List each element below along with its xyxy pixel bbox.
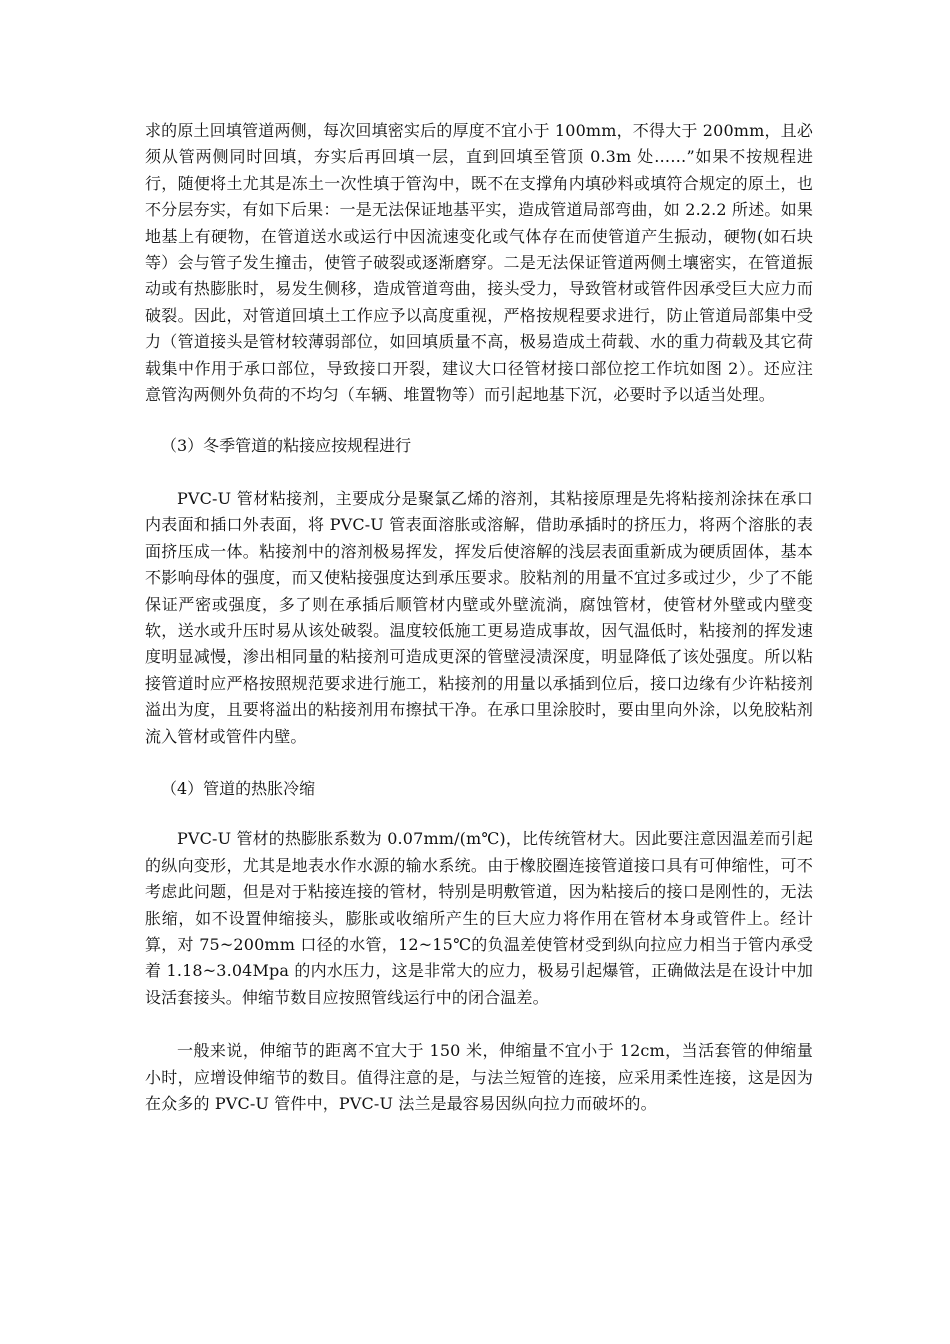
paragraph-backfill: 求的原土回填管道两侧，每次回填密实后的厚度不宜小于 100mm，不得大于 200mm，且必须从管两侧同时回填，夯实后再回填一层，直到回填至管顶 0.3m 处……”如果不按规程进行，随便将土尤其是冻土一次性填于管沟中，既不在支撑角内填砂料或填符合规定的原土，也不分层夯实，有如下后果：一是无法保证地基平实，造成管道局部弯曲，如 2.2.2 所述。如果地基上有硬物，在管道送水或运行中因流速变化或气体存在而使管道产生振动，硬物(如石块等）会与管子发生撞击，使管子破裂或逐渐磨穿。二是无法保证管道两侧土壤密实，在管道振动或有热膨胀时，易发生侧移，造成管道弯曲，接头受力，导致管材或管件因承受巨大应力而破裂。因此，对管道回填土工作应予以高度重视，严格按规程要求进行，防止管道局部集中受力（管道接头是管材较薄弱部位，如回填质量不高，极易造成土荷载、水的重力荷载及其它荷载集中作用于承口部位，导致接口开裂，建议大口径管材接口部位挖工作坑如图 2）。还应注意管沟两侧外负荷的不均匀（车辆、堆置物等）而引起地基下沉，必要时予以适当处理。 (145, 121, 813, 405)
paragraph-expansion-joint: 一般来说，伸缩节的距离不宜大于 150 米，伸缩量不宜小于 12cm，当活套管的伸缩量小时，应增设伸缩节的数目。值得注意的是，与法兰短管的连接，应采用柔性连接，这是因为在众多的 PVC-U 管件中，PVC-U 法兰是最容易因纵向拉力而破坏的。 (145, 1041, 813, 1113)
paragraph-adhesive: PVC-U 管材粘接剂，主要成分是聚氯乙烯的溶剂，其粘接原理是先将粘接剂涂抹在承口内表面和插口外表面，将 PVC-U 管表面溶胀或溶解，借助承插时的挤压力，将两个溶胀的表面挤压成一体。粘接剂中的溶剂极易挥发，挥发后使溶解的浅层表面重新成为硬质固体，基本不影响母体的强度，而又使粘接强度达到承压要求。胶粘剂的用量不宜过多或过少，少了不能保证严密或强度，多了则在承插后顺管材内壁或外壁流淌，腐蚀管材，使管材外壁或内壁变软，送水或升压时易从该处破裂。温度较低施工更易造成事故，因气温低时，粘接剂的挥发速度明显减慢，渗出相同量的粘接剂可造成更深的管壁浸渍深度，明显降低了该处强度。所以粘接管道时应严格按照规范要求进行施工，粘接剂的用量以承插到位后，接口边缘有少许粘接剂溢出为度，且要将溢出的粘接剂用布擦拭干净。在承口里涂胶时，要由里向外涂，以免胶粘剂流入管材或管件内壁。 (145, 488, 813, 746)
document-body (145, 118, 813, 1117)
section-heading-4: （4）管道的热胀冷缩 (161, 778, 316, 798)
section-heading-3: （3）冬季管道的粘接应按规程进行 (161, 436, 412, 456)
paragraph-thermal-expansion: PVC-U 管材的热膨胀系数为 0.07mm/(m℃)，比传统管材大。因此要注意因温差而引起的纵向变形，尤其是地表水作水源的输水系统。由于橡胶圈连接管道接口具有可伸缩性，可不考虑此问题，但是对于粘接连接的管材，特别是明敷管道，因为粘接后的接口是刚性的，无法胀缩，如不设置伸缩接头，膨胀或收缩所产生的巨大应力将作用在管材本身或管件上。经计算，对 75~200mm 口径的水管，12~15℃的负温差使管材受到纵向拉应力相当于管内承受着 1.18~3.04Mpa 的内水压力，这是非常大的应力，极易引起爆管，正确做法是在设计中加设活套接头。伸缩节数目应按照管线运行中的闭合温差。 (145, 829, 813, 1007)
